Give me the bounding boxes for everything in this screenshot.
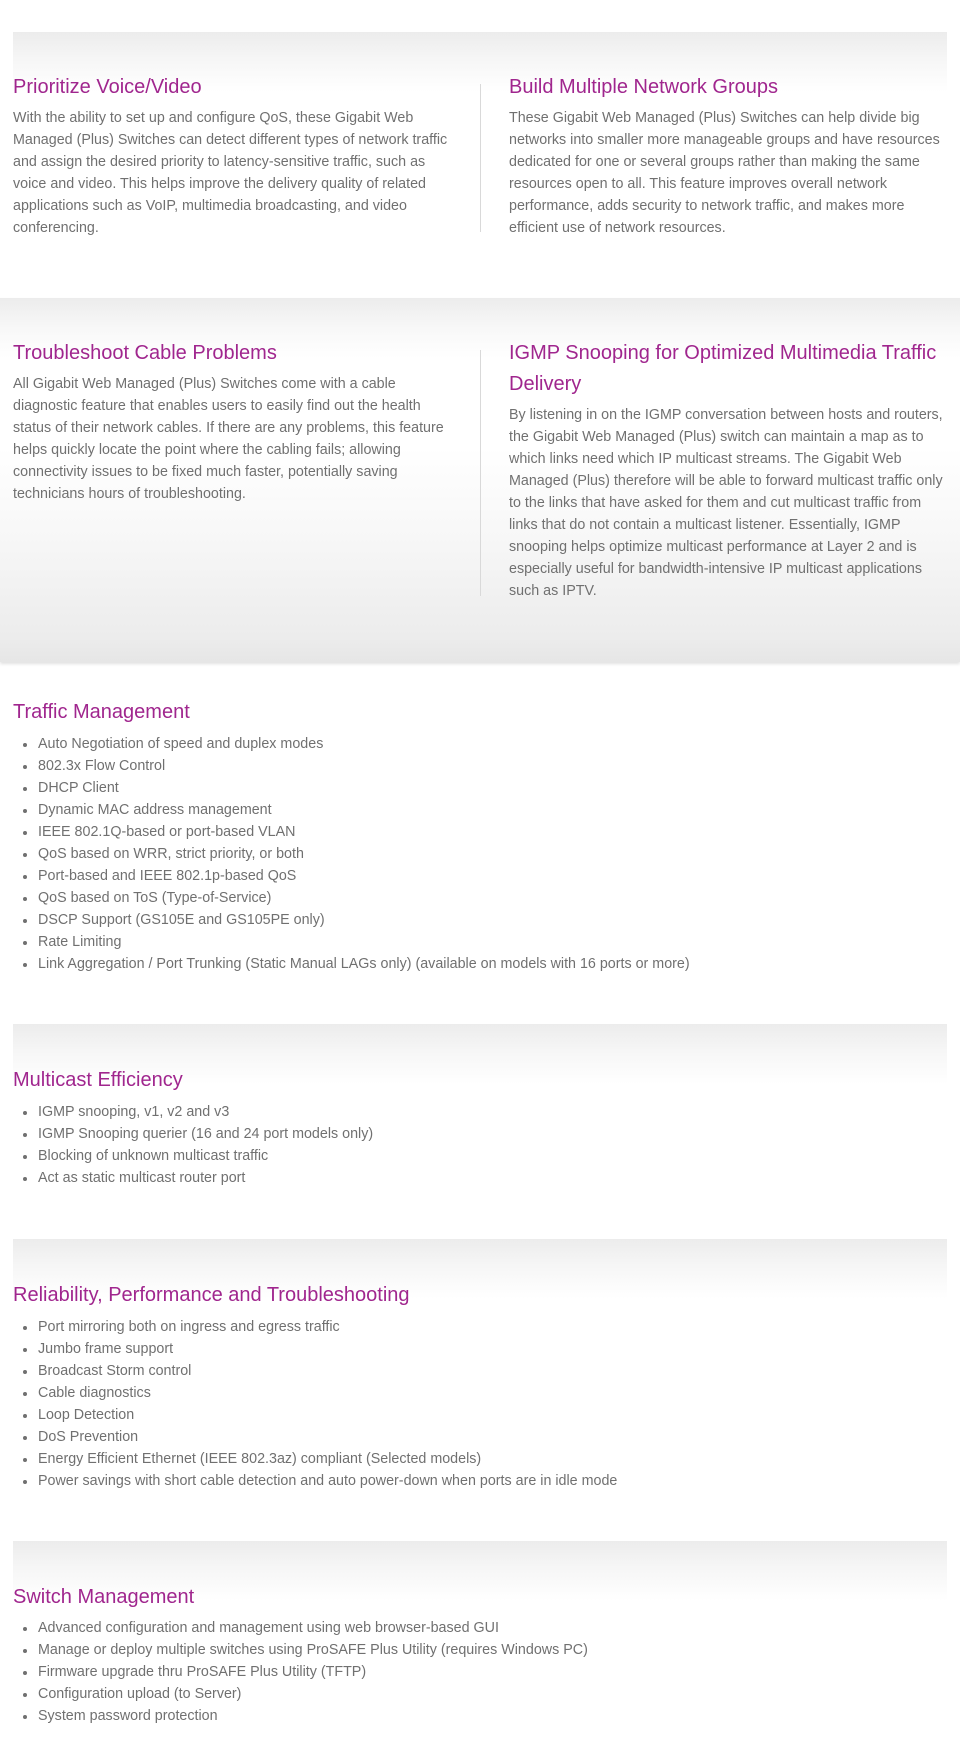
feature-description: With the ability to set up and configure QoS, these Gigabit Web Managed (Plus) Switches can detect different types of network traffic and assign the desired priority to latency-sensitive traffic, such as voice and video. This helps improve the delivery quality of related applications such as VoIP, multimedia broadcasting, and video conferencing.: [13, 110, 448, 236]
list-item: Broadcast Storm control: [38, 1360, 617, 1382]
list-item: Blocking of unknown multicast traffic: [38, 1145, 373, 1167]
list-item: Dynamic MAC address management: [38, 799, 690, 821]
feature-title: Prioritize Voice/Video: [13, 76, 202, 98]
list-item: Port mirroring both on ingress and egress traffic: [38, 1316, 617, 1338]
feature-title: IGMP Snooping for Optimized Multimedia Traffic Delivery: [509, 342, 937, 395]
list-item: 802.3x Flow Control: [38, 755, 690, 777]
switch-management-list: [13, 1617, 588, 1727]
list-item: System password protection: [38, 1705, 588, 1727]
traffic-management-list: [13, 733, 690, 975]
list-item: Manage or deploy multiple switches using ProSAFE Plus Utility (requires Windows PC): [38, 1639, 588, 1661]
list-item: DHCP Client: [38, 777, 690, 799]
column-divider: [480, 84, 481, 232]
list-item: Firmware upgrade thru ProSAFE Plus Utility (TFTP): [38, 1661, 588, 1683]
list-item: Rate Limiting: [38, 931, 690, 953]
list-item: Power savings with short cable detection and auto power-down when ports are in idle mode: [38, 1470, 617, 1492]
list-item: Advanced configuration and management using web browser-based GUI: [38, 1617, 588, 1639]
list-item: QoS based on WRR, strict priority, or both: [38, 843, 690, 865]
list-item: Cable diagnostics: [38, 1382, 617, 1404]
list-item: Energy Efficient Ethernet (IEEE 802.3az) compliant (Selected models): [38, 1448, 617, 1470]
list-item: Link Aggregation / Port Trunking (Static Manual LAGs only) (available on models with 16 ports or more): [38, 953, 690, 975]
section-title-multicast-efficiency: Multicast Efficiency: [13, 1069, 183, 1091]
list-item: DSCP Support (GS105E and GS105PE only): [38, 909, 690, 931]
list-item: Act as static multicast router port: [38, 1167, 373, 1189]
list-item: IGMP Snooping querier (16 and 24 port models only): [38, 1123, 373, 1145]
feature-title: Build Multiple Network Groups: [509, 76, 778, 98]
list-item: Jumbo frame support: [38, 1338, 617, 1360]
multicast-efficiency-list: [13, 1101, 373, 1189]
column-divider: [480, 350, 481, 596]
section-title-reliability: Reliability, Performance and Troubleshooting: [13, 1284, 410, 1306]
reliability-list: [13, 1316, 617, 1492]
feature-description: These Gigabit Web Managed (Plus) Switches can help divide big networks into smaller more manageable groups and have resources dedicated for one or several groups rather than making the same resources open to all. This feature improves overall network performance, adds security to network traffic, and makes more efficient use of network resources.: [509, 110, 940, 236]
list-item: Loop Detection: [38, 1404, 617, 1426]
list-item: IEEE 802.1Q-based or port-based VLAN: [38, 821, 690, 843]
feature-description: All Gigabit Web Managed (Plus) Switches come with a cable diagnostic feature that enables users to easily find out the health status of their network cables. If there are any problems, this feature helps quickly locate the point where the cabling fails; allowing connectivity issues to be fixed much faster, potentially saving technicians hours of troubleshooting.: [13, 376, 444, 502]
section-title-traffic-management: Traffic Management: [13, 701, 190, 723]
list-item: Configuration upload (to Server): [38, 1683, 588, 1705]
list-item: Auto Negotiation of speed and duplex modes: [38, 733, 690, 755]
list-item: Port-based and IEEE 802.1p-based QoS: [38, 865, 690, 887]
section-title-switch-management: Switch Management: [13, 1586, 195, 1608]
feature-description: By listening in on the IGMP conversation between hosts and routers, the Gigabit Web Managed (Plus) switch can maintain a map as to which links need which IP multicast streams. The Gigabit Web Managed (Plus) therefore will be able to forward multicast traffic only to the links that have asked for them and cut multicast traffic from links that do not contain a multicast listener. Essentially, IGMP snooping helps optimize multicast performance at Layer 2 and is especially useful for bandwidth-intensive IP multicast applications such as IPTV.: [509, 407, 943, 599]
feature-title: Troubleshoot Cable Problems: [13, 342, 277, 364]
list-item: IGMP snooping, v1, v2 and v3: [38, 1101, 373, 1123]
list-item: DoS Prevention: [38, 1426, 617, 1448]
list-item: QoS based on ToS (Type-of-Service): [38, 887, 690, 909]
